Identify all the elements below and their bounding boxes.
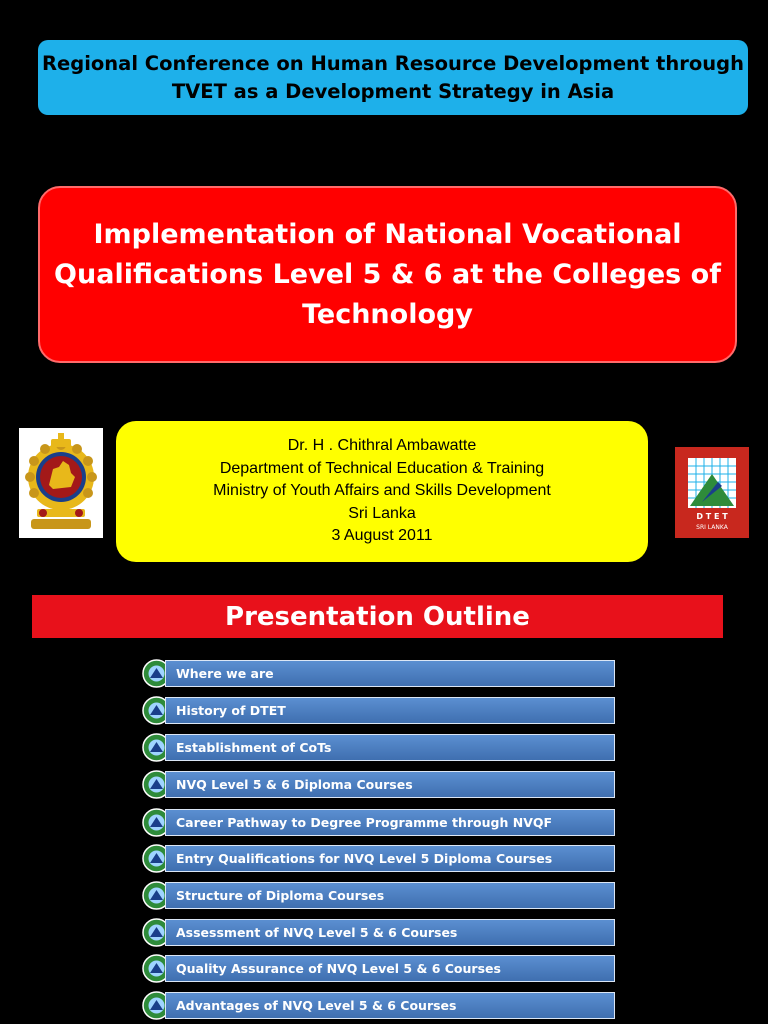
conference-title-line-2: TVET as a Development Strategy in Asia	[171, 79, 615, 103]
author-info-box	[116, 421, 648, 562]
presentation-date: 3 August 2011	[331, 527, 433, 545]
outline-item[interactable]	[142, 696, 615, 725]
author-country: Sri Lanka	[348, 504, 416, 522]
outline-item[interactable]	[142, 954, 615, 983]
outline-item-label: History of DTET	[165, 697, 615, 724]
outline-item[interactable]	[142, 844, 615, 873]
conference-banner	[38, 40, 748, 115]
author-ministry: Ministry of Youth Affairs and Skills Development	[213, 482, 551, 500]
outline-item-label: Entry Qualifications for NVQ Level 5 Diploma Courses	[165, 845, 615, 872]
outline-item[interactable]	[142, 991, 615, 1020]
outline-item[interactable]	[142, 733, 615, 762]
conference-title-line-1: Regional Conference on Human Resource Development through	[42, 51, 744, 75]
outline-item[interactable]	[142, 770, 615, 799]
author-name: Dr. H . Chithral Ambawatte	[287, 437, 477, 455]
dtet-logo-subtext: SRI LANKA	[696, 523, 728, 531]
outline-item[interactable]	[142, 808, 615, 837]
presentation-outline-heading	[32, 595, 723, 638]
outline-item-label: Establishment of CoTs	[165, 734, 615, 761]
outline-item-label: Structure of Diploma Courses	[165, 882, 615, 909]
dtet-logo-text: D T E T	[696, 511, 728, 521]
presentation-title-line-3: Technology	[302, 298, 473, 330]
outline-item-label: Advantages of NVQ Level 5 & 6 Courses	[165, 992, 615, 1019]
presentation-title-line-2: Qualifications Level 5 & 6 at the Colleges of	[54, 258, 721, 290]
sri-lanka-emblem-icon	[19, 428, 103, 538]
outline-item-label: NVQ Level 5 & 6 Diploma Courses	[165, 771, 615, 798]
presentation-title-line-1: Implementation of National Vocational	[93, 218, 682, 250]
outline-item[interactable]	[142, 881, 615, 910]
outline-heading-text: Presentation Outline	[225, 601, 530, 632]
outline-item-label: Quality Assurance of NVQ Level 5 & 6 Courses	[165, 955, 615, 982]
outline-item-label: Where we are	[165, 660, 615, 687]
outline-item-label: Career Pathway to Degree Programme through NVQF	[165, 809, 615, 836]
author-department: Department of Technical Education & Training	[219, 459, 545, 477]
outline-item[interactable]	[142, 918, 615, 947]
dtet-logo-icon	[675, 447, 749, 538]
presentation-title-box	[38, 186, 737, 363]
outline-item[interactable]	[142, 659, 615, 688]
outline-item-label: Assessment of NVQ Level 5 & 6 Courses	[165, 919, 615, 946]
